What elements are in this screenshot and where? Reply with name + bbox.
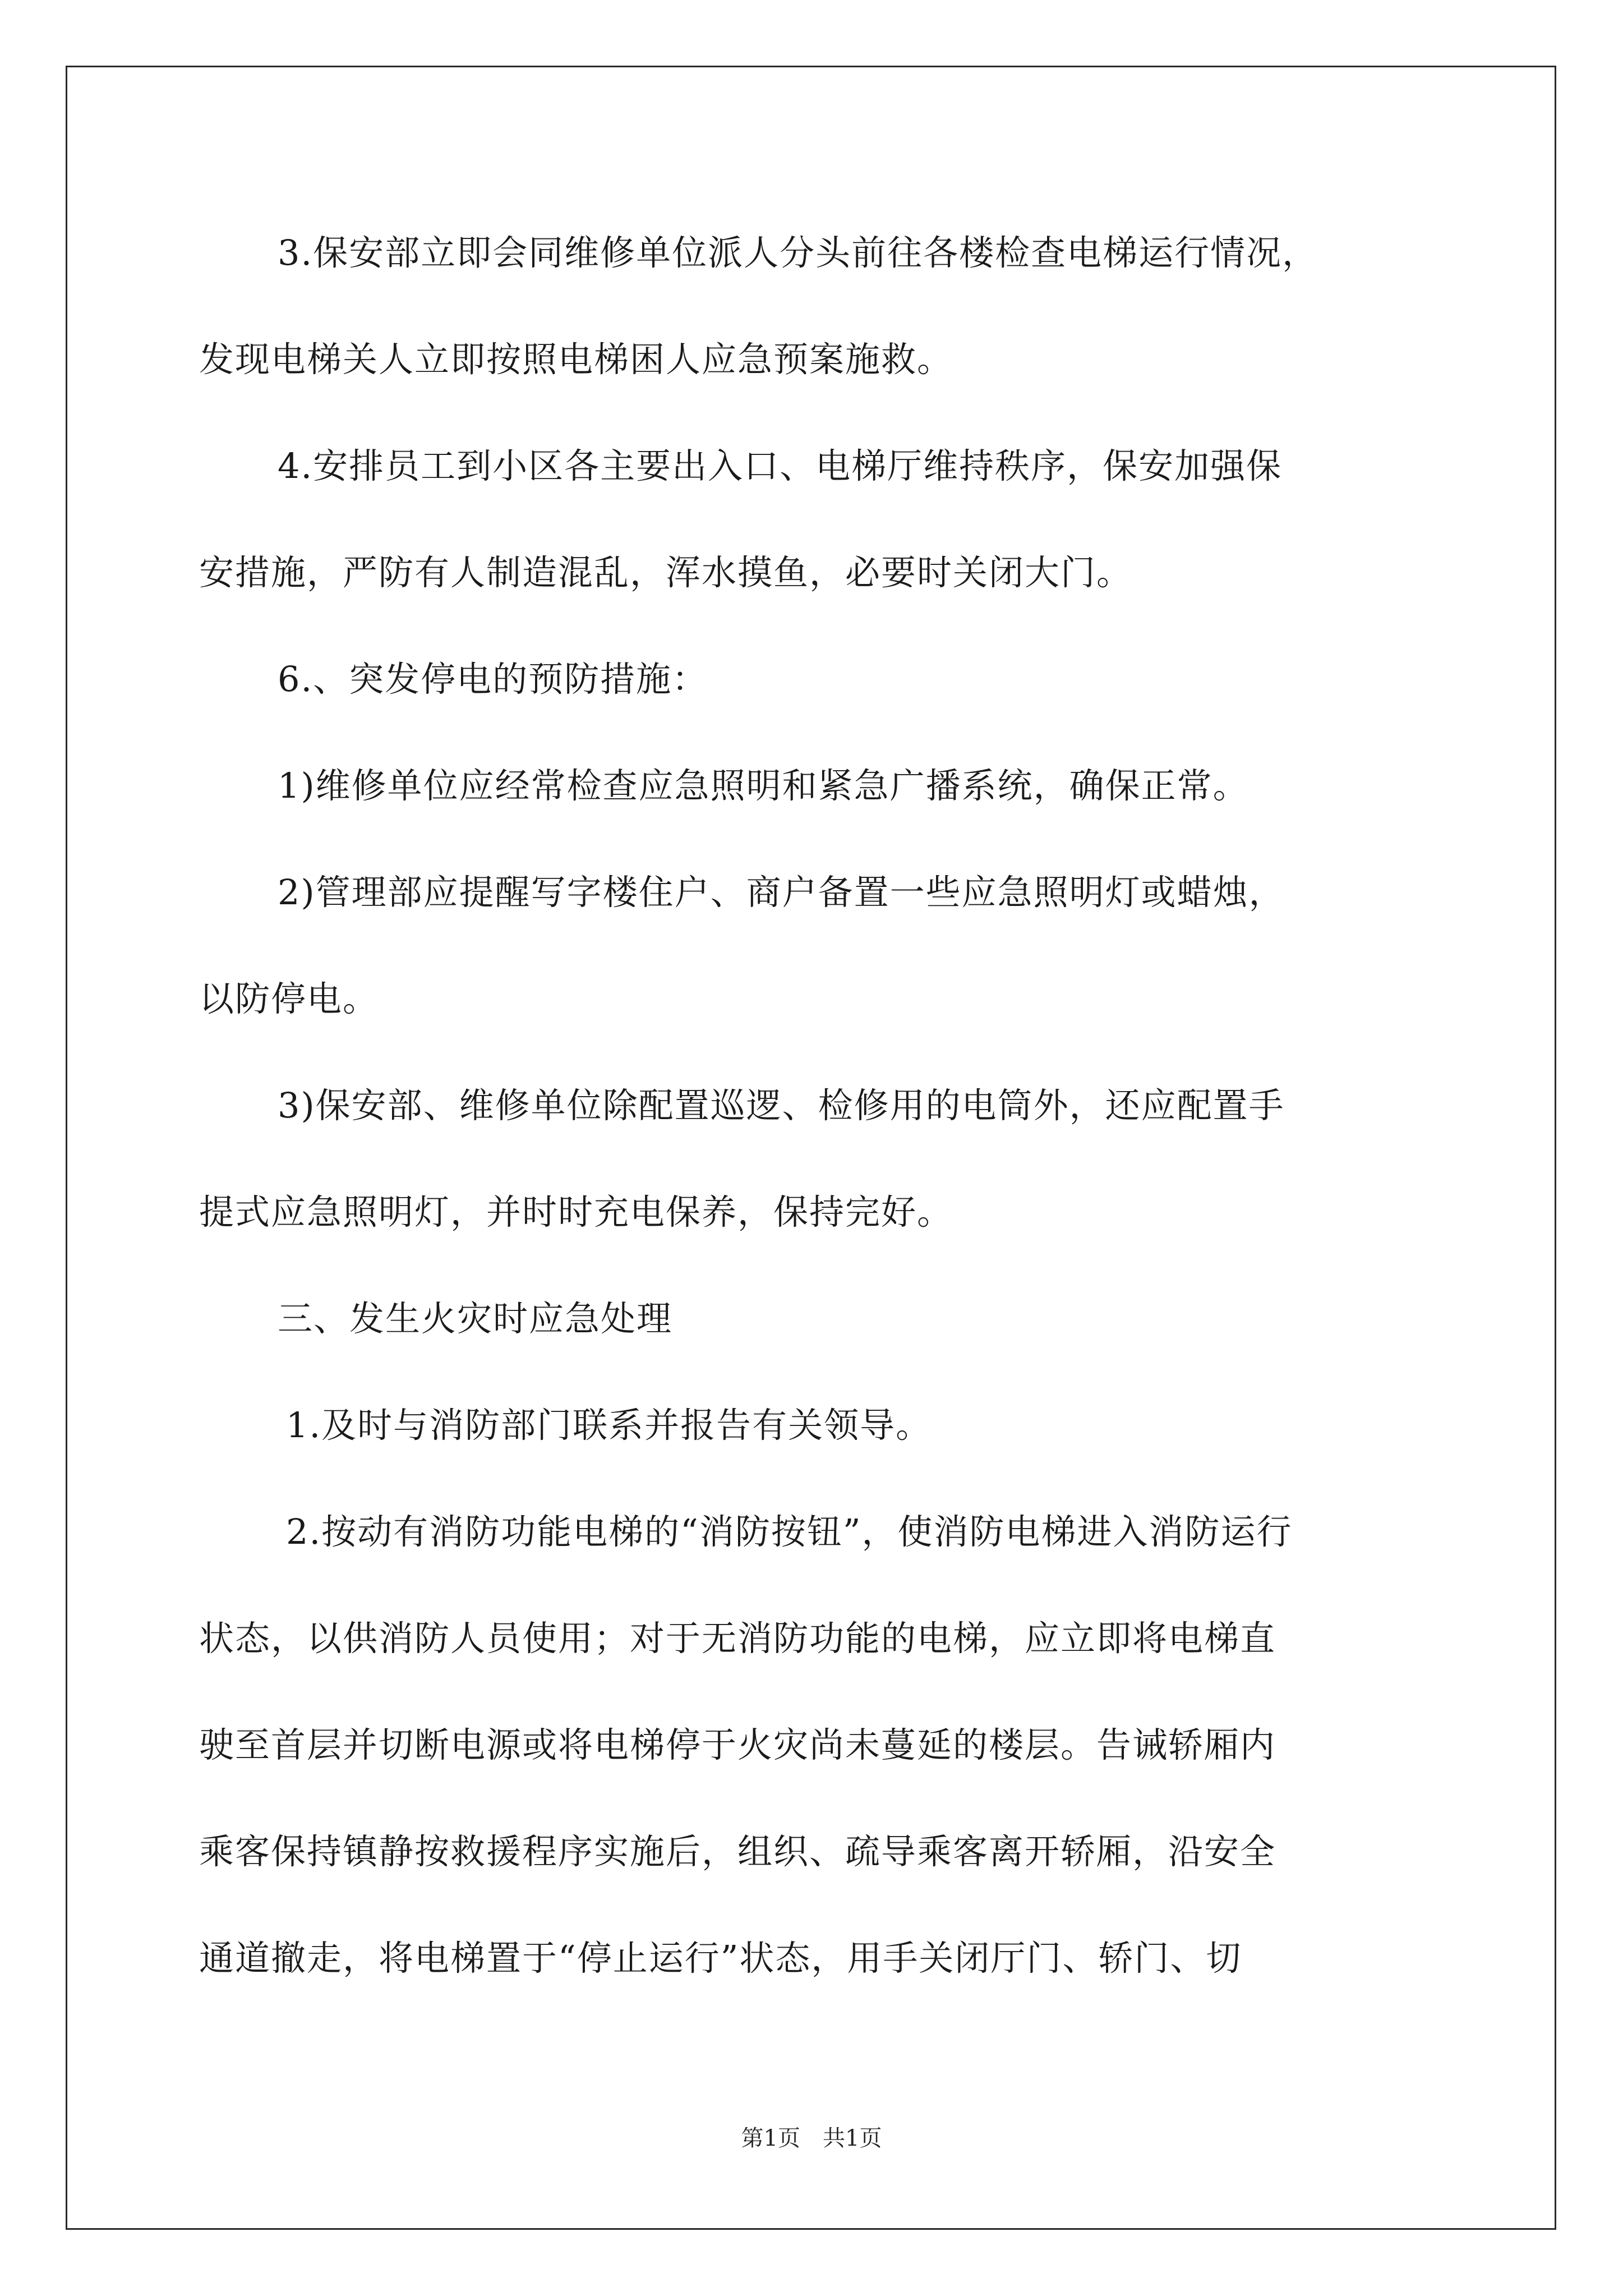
text-line: 3)保安部、维修单位除配置巡逻、检修用的电筒外，还应配置手 (278, 1085, 1285, 1126)
text-line: 通道撤走，将电梯置于“停止运行”状态，用手关闭厅门、轿门、切 (199, 1938, 1242, 1978)
text-line: 安措施，严防有人制造混乱，浑水摸鱼，必要时关闭大门。 (199, 552, 1133, 593)
text-line: 以防停电。 (199, 978, 379, 1019)
text-line: 1)维修单位应经常检查应急照明和紧急广播系统，确保正常。 (278, 765, 1249, 806)
text-line: 4.安排员工到小区各主要出入口、电梯厅维持秩序，保安加强保 (278, 445, 1283, 486)
section-heading: 6.、突发停电的预防措施： (278, 659, 708, 700)
text-line: 发现电梯关人立即按照电梯困人应急预案施救。 (199, 339, 953, 380)
text-line: 2)管理部应提醒写字楼住户、商户备置一些应急照明灯或蜡烛， (278, 872, 1285, 913)
text-line: 3.保安部立即会同维修单位派人分头前往各楼检查电梯运行情况， (278, 232, 1318, 273)
section-heading: 三、发生火灾时应急处理 (278, 1298, 673, 1339)
text-line: 1.及时与消防部门联系并报告有关领导。 (286, 1405, 932, 1446)
text-line: 驶至首层并切断电源或将电梯停于火灾尚未蔓延的楼层。告诫轿厢内 (199, 1724, 1276, 1765)
text-line: 乘客保持镇静按救援程序实施后，组织、疏导乘客离开轿厢，沿安全 (199, 1831, 1276, 1872)
text-line: 状态，以供消防人员使用；对于无消防功能的电梯，应立即将电梯直 (199, 1618, 1276, 1659)
page-border (66, 66, 1556, 2230)
page-footer: 第1页 共1页 (741, 2125, 882, 2151)
text-line: 2.按动有消防功能电梯的“消防按钮”，使消防电梯进入消防运行 (286, 1511, 1293, 1552)
text-line: 提式应急照明灯，并时时充电保养，保持完好。 (199, 1191, 953, 1232)
